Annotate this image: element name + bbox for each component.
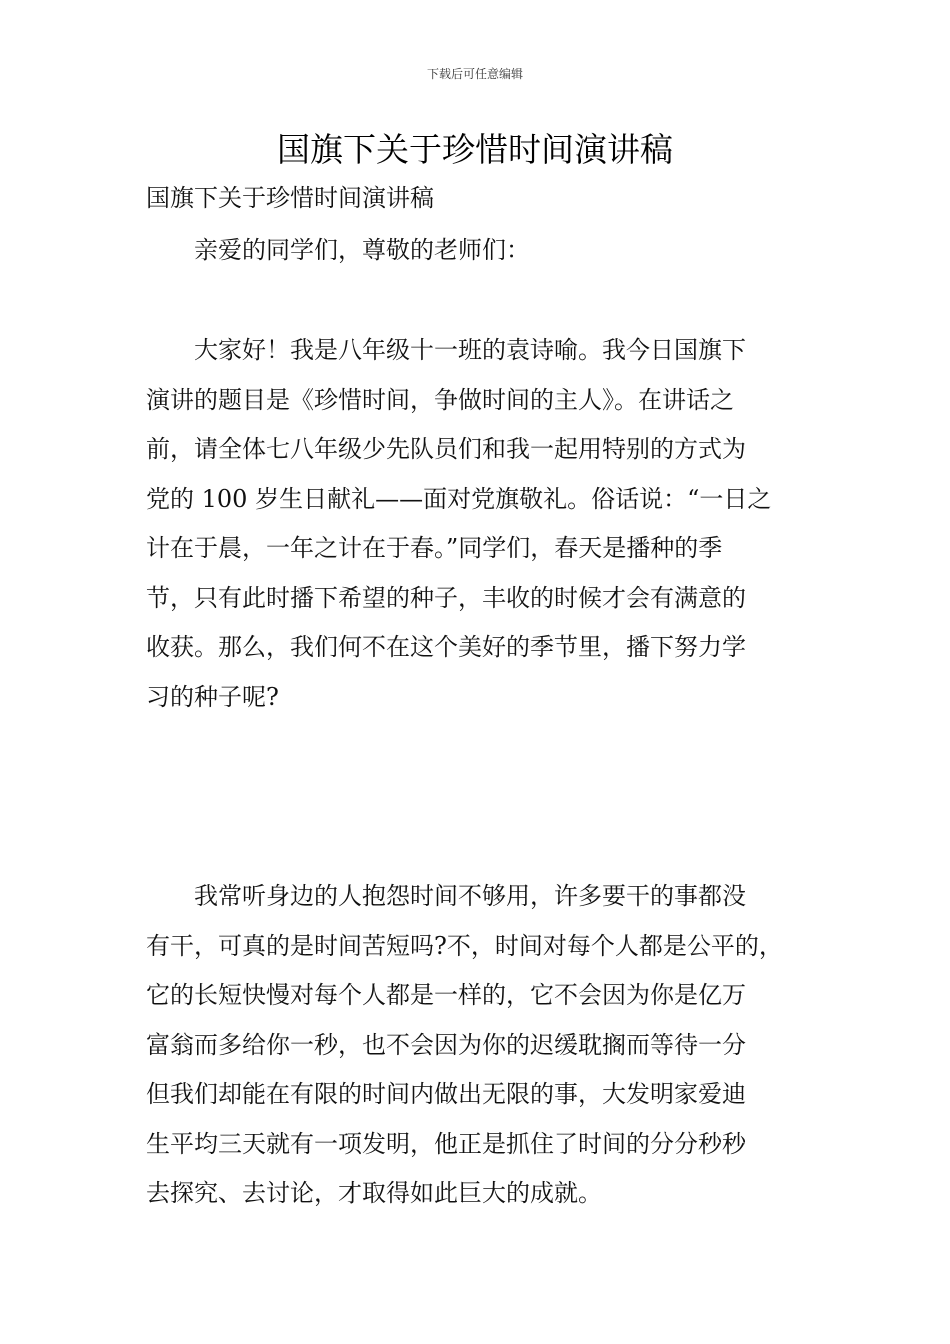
paragraph-line: 党的 100 岁生日献礼——面对党旗敬礼。俗话说：“一日之 [146, 484, 772, 513]
greeting [146, 226, 816, 276]
paragraph-line: 它的长短快慢对每个人都是一样的，它不会因为你是亿万 [146, 981, 746, 1009]
paragraph-line: 演讲的题目是《珍惜时间，争做时间的主人》。在讲话之 [146, 385, 734, 414]
paragraph-line: 计在于晨，一年之计在于春。”同学们，春天是播种的季 [146, 534, 723, 562]
paragraph-line: 富翁而多给你一秒，也不会因为你的迟缓耽搁而等待一分 [146, 1030, 746, 1059]
paragraph-line: 我常听身边的人抱怨时间不够用，许多要干的事都没 [146, 882, 746, 910]
paragraph-line: 前，请全体七八年级少先队员们和我一起用特别的方式为 [146, 435, 746, 463]
paragraph-line: 大家好！我是八年级十一班的袁诗喻。我今日国旗下 [146, 336, 746, 364]
subtitle-line: 国旗下关于珍惜时间演讲稿 [146, 184, 434, 212]
paragraph-line: 生平均三天就有一项发明，他正是抓住了时间的分分秒秒 [146, 1129, 746, 1158]
paragraph-2 [146, 872, 816, 1219]
paragraph-line: 节，只有此时播下希望的种子，丰收的时候才会有满意的 [146, 583, 746, 612]
paragraph-line: 去探究、去讨论，才取得如此巨大的成就。 [146, 1179, 602, 1207]
paragraph-line: 收获。那么，我们何不在这个美好的季节里，播下努力学 [146, 633, 746, 661]
paragraph-1 [146, 326, 816, 722]
paragraph-line: 习的种子呢? [146, 682, 279, 711]
paragraph-line: 有干，可真的是时间苦短吗?不，时间对每个人都是公平的， [146, 931, 783, 960]
document-subtitle [146, 174, 816, 224]
paragraph-line: 但我们却能在有限的时间内做出无限的事，大发明家爱迪 [146, 1080, 746, 1108]
header-note: 下载后可任意编辑 [426, 67, 523, 81]
document-title: 国旗下关于珍惜时间演讲稿 [277, 130, 673, 169]
greeting-line: 亲爱的同学们，尊敬的老师们： [194, 236, 530, 264]
